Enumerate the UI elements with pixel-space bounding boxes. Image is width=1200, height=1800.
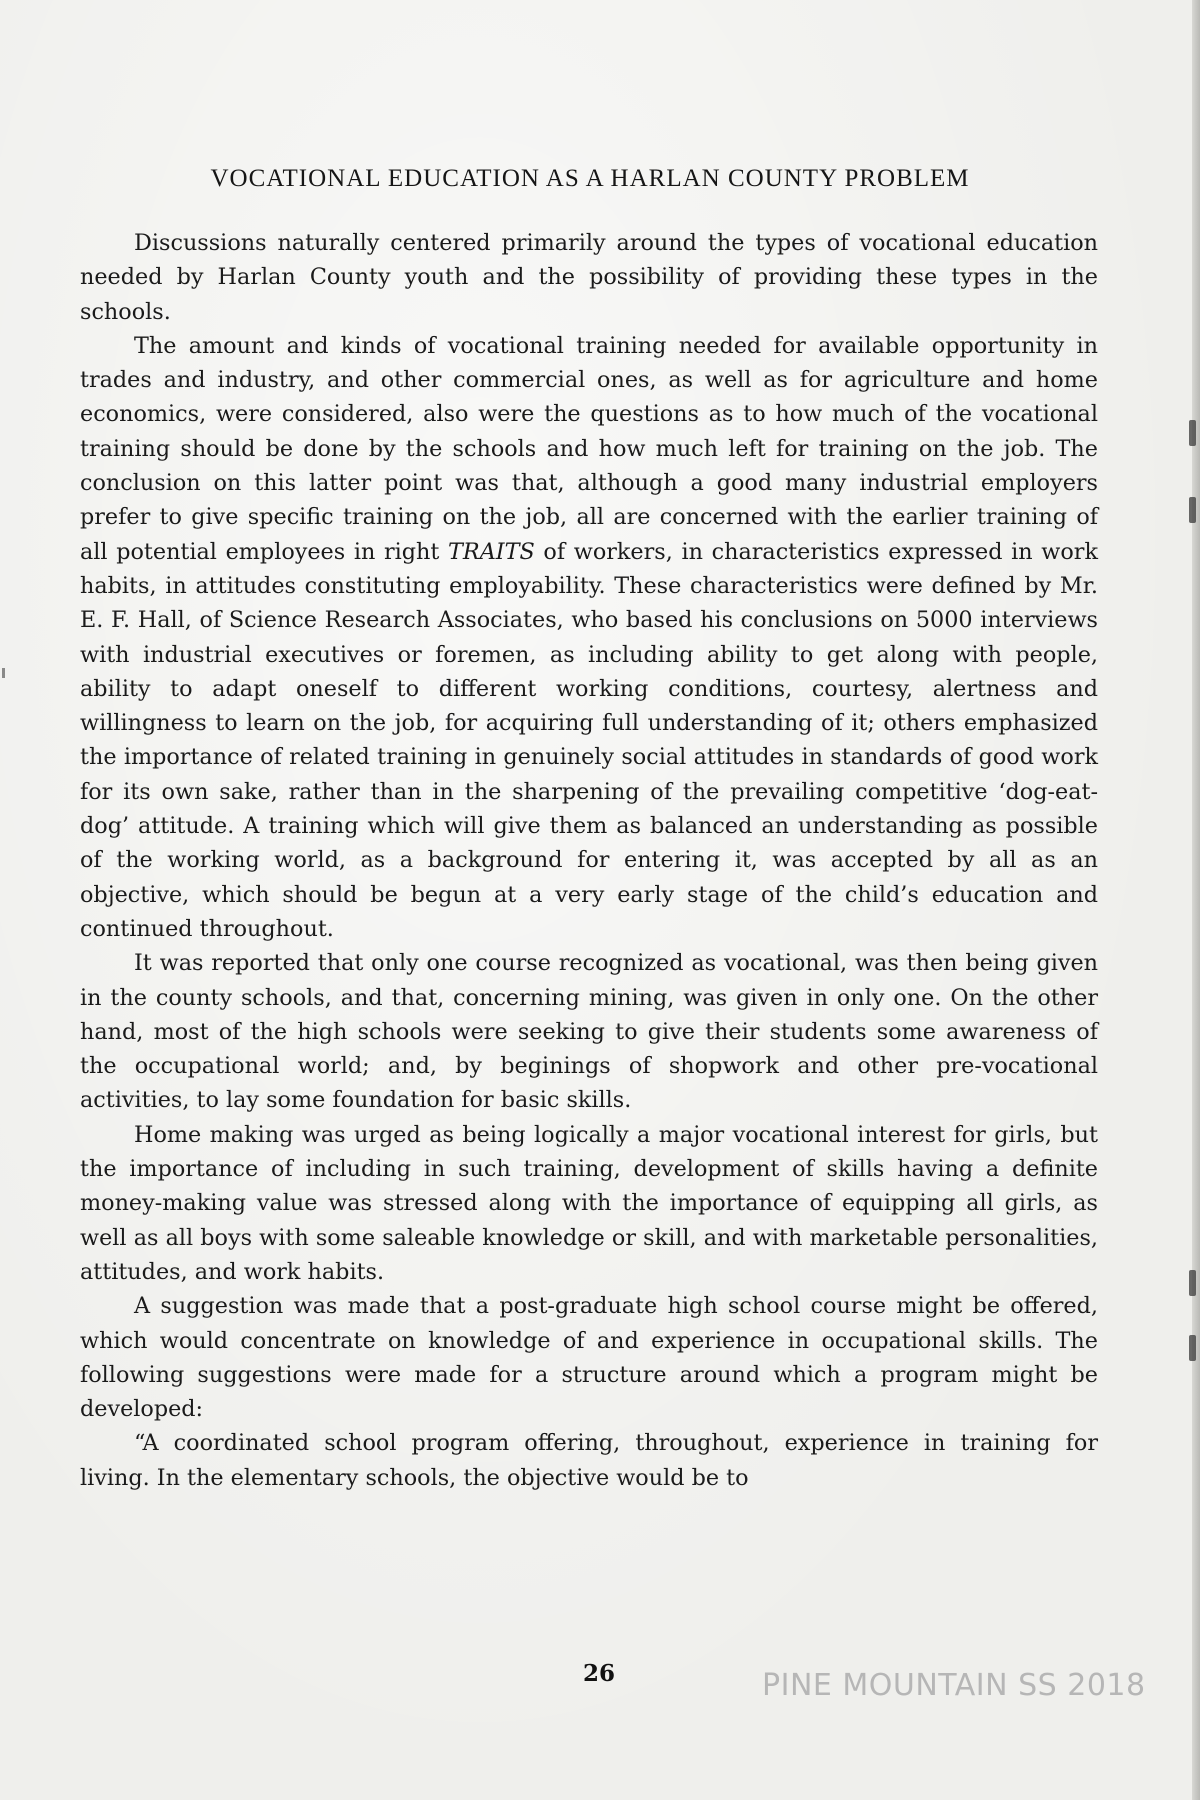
binding-mark (1189, 1335, 1196, 1361)
page-number: 26 (583, 1660, 616, 1687)
paragraph-text: Home making was urged as being logically a major vocational interest for girls, but the importance of including in such training, development of skills having a definite money-making value was stressed along with the importance of equipping all girls, as well as all boys with some saleable knowledge or skill, and with marketable personalities, attitudes, and work habits. (80, 1121, 1098, 1285)
paragraph (80, 946, 1098, 1117)
binding-mark (1189, 497, 1196, 523)
paragraph (80, 1118, 1098, 1289)
paragraph-text: The amount and kinds of vocational training needed for available opportunity in trades and industry, and other commercial ones, as well as for agriculture and home economics, were considered, also were the questions as to how much of the vocational training should be done by the schools and how much left for training on the job. The conclusion on this latter point was that, although a good many industrial employers prefer to give specific training on the job, all are concerned with the earlier training of all potential employees in right (80, 332, 1098, 565)
scan-artifact (2, 668, 5, 678)
body-text (80, 226, 1098, 1495)
paragraph (80, 226, 1098, 329)
paragraph (80, 1426, 1098, 1495)
paragraph-text: of workers, in characteristics expressed in work habits, in attitudes constituting employability. These characteristics were defined by Mr. E. F. Hall, of Science Research Associates, who based his conclusions on 5000 interviews with industrial executives or foremen, as including ability to get along with people, ability to adapt oneself to different working conditions, courtesy, alertness and willingness to learn on the job, for acquiring full understanding of it; others emphasized the importance of related training in genuinely social attitudes in standards of good work for its own sake, rather than in the sharpening of the prevailing competitive ‘dog-eat-dog’ attitude. A training which will give them as balanced an understanding as possible of the working world, as a background for entering it, was accepted by all as an objective, which should be begun at a very early stage of the child’s education and continued throughout. (80, 538, 1098, 942)
paragraph-text: “A coordinated school program offering, throughout, experience in training for living. In the elementary schools, the objective would be to (80, 1430, 1098, 1491)
page-edge (1192, 0, 1200, 1800)
paragraph-text: Discussions naturally centered primarily around the types of vocational education needed by Harlan County youth and the possibility of providing these types in the schools. (80, 230, 1098, 325)
binding-mark (1189, 420, 1196, 446)
paragraph (80, 1289, 1098, 1426)
paragraph-text: A suggestion was made that a post-graduate high school course might be offered, which would concentrate on knowledge of and experience in occupational skills. The following suggestions were made for a structure around which a program might be developed: (80, 1293, 1098, 1423)
emphasized-word: TRAITS (448, 538, 535, 565)
page-title: VOCATIONAL EDUCATION AS A HARLAN COUNTY PROBLEM (210, 164, 970, 192)
paragraph-text: It was reported that only one course recognized as vocational, was then being given in the county schools, and that, concerning mining, was given in only one. On the other hand, most of the high schools were seeking to give their students some awareness of the occupational world; and, by beginings of shopwork and other pre-vocational activities, to lay some foundation for basic skills. (80, 950, 1098, 1114)
watermark: PINE MOUNTAIN SS 2018 (762, 1668, 1146, 1703)
binding-mark (1189, 1270, 1196, 1296)
paragraph (80, 329, 1098, 946)
